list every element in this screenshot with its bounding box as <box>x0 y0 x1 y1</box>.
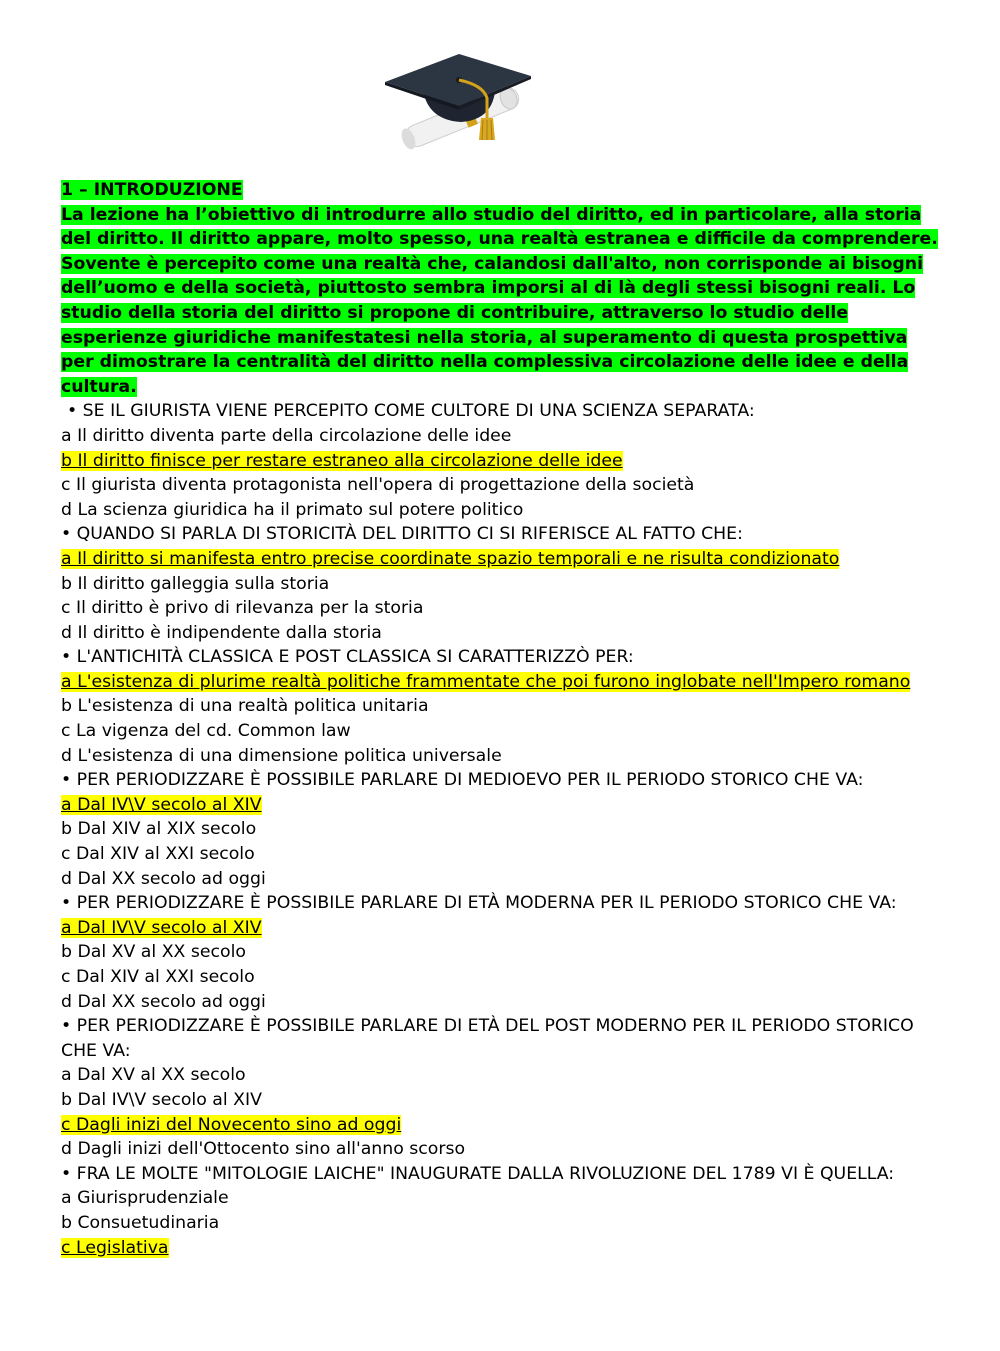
answer-option-correct: c Dagli inizi del Novecento sino ad oggi <box>61 1114 402 1135</box>
answer-option: a Dal XV al XX secolo <box>61 1065 246 1086</box>
answer-option: c La vigenza del cd. Common law <box>61 721 351 742</box>
graduation-cap-diploma-icon <box>383 50 533 150</box>
answer-option: c Dal XIV al XXI secolo <box>61 967 255 987</box>
answer-option: a Giurisprudenziale <box>61 1188 229 1209</box>
answer-option: b Dal IV\V secolo al XIV <box>61 1089 262 1110</box>
answer-option: d Il diritto è indipendente dalla storia <box>61 622 382 643</box>
question-text: • L'ANTICHITÀ CLASSICA E POST CLASSICA SI CARATTERIZZÒ PER: <box>61 647 634 668</box>
answer-option-correct: a Il diritto si manifesta entro precise coordinate spazio temporali e ne risulta condizionato <box>61 548 840 569</box>
answer-option: c Il diritto è privo di rilevanza per la storia <box>61 598 424 619</box>
answer-option: d Dal XX secolo ad oggi <box>61 991 266 1012</box>
answer-option-correct: a Dal IV\V secolo al XIV <box>61 917 262 938</box>
answer-option-correct: c Legislativa <box>61 1237 169 1258</box>
answer-option: c Dal XIV al XXI secolo <box>61 844 255 865</box>
answer-option: d Dal XX secolo ad oggi <box>61 868 266 889</box>
answer-option: d La scienza giuridica ha il primato sul potere politico <box>61 499 524 520</box>
answer-option: b L'esistenza di una realtà politica unitaria <box>61 696 429 717</box>
answer-option: d L'esistenza di una dimensione politica universale <box>61 745 502 766</box>
answer-option: c Il giurista diventa protagonista nell'opera di progettazione della società <box>61 475 695 496</box>
question-text: • QUANDO SI PARLA DI STORICITÀ DEL DIRITTO CI SI RIFERISCE AL FATTO CHE: <box>61 524 743 545</box>
answer-option: a Il diritto diventa parte della circolazione delle idee <box>61 425 512 446</box>
intro-heading: 1 – INTRODUZIONE <box>61 180 243 200</box>
question-list <box>61 399 941 1260</box>
question-text: • FRA LE MOLTE "MITOLOGIE LAICHE" INAUGURATE DALLA RIVOLUZIONE DEL 1789 VI È QUELLA: <box>61 1163 895 1184</box>
answer-option: b Il diritto galleggia sulla storia <box>61 573 330 594</box>
question-text: • PER PERIODIZZARE È POSSIBILE PARLARE DI MEDIOEVO PER IL PERIODO STORICO CHE VA: <box>61 770 864 791</box>
document-body <box>61 178 941 1260</box>
intro-paragraph: La lezione ha l’obiettivo di introdurre allo studio del diritto, ed in particolare, alla storia del diritto. Il diritto appare, molto spesso, una realtà estranea e difficile da comprendere. Sovente è percepito come una realtà che, calandosi dall'alto, non corrisponde ai bisogni dell’uomo e della società, piuttosto sembra imporsi al di là degli stessi bisogni reali. Lo studio della storia del diritto si propone di contribuire, attraverso lo studio delle esperienze giuridiche manifestatesi nella storia, al superamento di questa prospettiva per dimostrare la centralità del diritto nella complessiva circolazione delle idee e della cultura. <box>61 204 938 397</box>
answer-option-correct: b Il diritto finisce per restare estraneo alla circolazione delle idee <box>61 450 623 471</box>
answer-option-correct: a L'esistenza di plurime realtà politiche frammentate che poi furono inglobate nell'Impero romano <box>61 671 911 692</box>
answer-option: d Dagli inizi dell'Ottocento sino all'anno scorso <box>61 1139 466 1160</box>
answer-option: b Consuetudinaria <box>61 1212 220 1233</box>
question-text: • PER PERIODIZZARE È POSSIBILE PARLARE DI ETÀ DEL POST MODERNO PER IL PERIODO STORICO CHE VA: <box>61 1016 914 1061</box>
answer-option: b Dal XV al XX secolo <box>61 942 246 963</box>
answer-option-correct: a Dal IV\V secolo al XIV <box>61 794 262 815</box>
question-text: • PER PERIODIZZARE È POSSIBILE PARLARE DI ETÀ MODERNA PER IL PERIODO STORICO CHE VA: <box>61 893 897 914</box>
question-text: • SE IL GIURISTA VIENE PERCEPITO COME CULTORE DI UNA SCIENZA SEPARATA: <box>67 401 755 422</box>
answer-option: b Dal XIV al XIX secolo <box>61 819 257 840</box>
